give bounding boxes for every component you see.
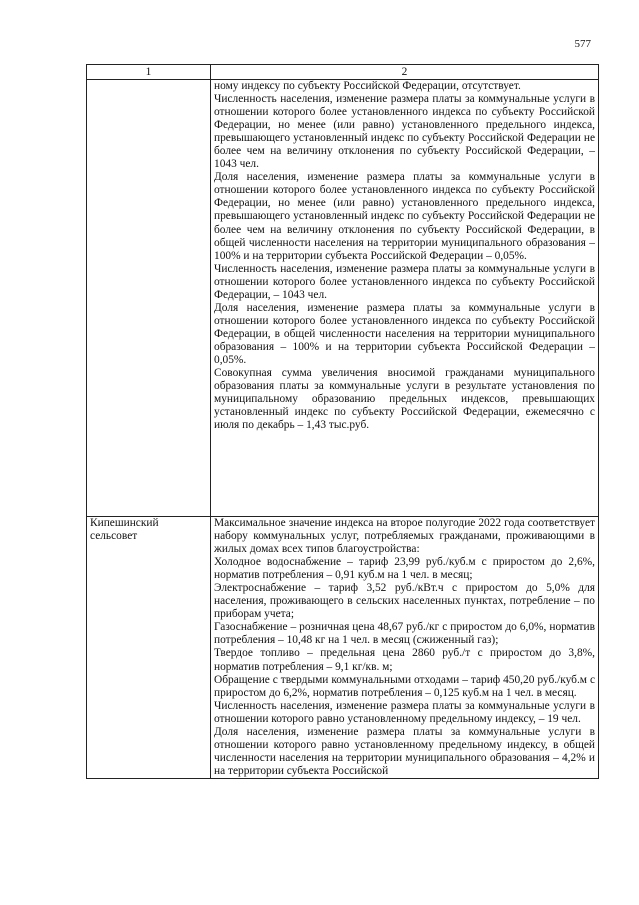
paragraph: Холодное водоснабжение – тариф 23,99 руб./куб.м с приростом до 2,6%, норматив потребления – 0,91 куб.м на 1 чел. в месяц; xyxy=(214,556,595,582)
paragraph: Газоснабжение – розничная цена 48,67 руб./кг с приростом до 6,0%, норматив потребления – 10,48 кг на 1 чел. в месяц (сжиженный газ); xyxy=(214,621,595,647)
paragraph: Максимальное значение индекса на второе полугодие 2022 года соответствует набору коммунальных услуг, потребляемых гражданами, проживающими в жилых домах всех типов благоустройства: xyxy=(214,517,595,556)
paragraph: Численность населения, изменение размера платы за коммунальные услуги в отношении которого более установленного индекса по субъекту Российской Федерации, но менее (или равно) установленного предельного индекса, превышающего установленный индекс по субъекту Российской Федерации не более чем на величину отклонения по субъекту Российской Федерации, – 1043 чел. xyxy=(214,93,595,171)
paragraph: ному индексу по субъекту Российской Федерации, отсутствует. xyxy=(214,80,521,92)
table-header-row xyxy=(87,65,599,80)
table-row xyxy=(87,517,599,779)
paragraph: Доля населения, изменение размера платы за коммунальные услуги в отношении которого более установленного индекса по субъекту Российской Федерации, но менее (или равно) установленного предельного индекса, превышающего установленный индекс по субъекту Российской Федерации не более чем на величину отклонения по субъекту Российской Федерации, в общей численности населения на территории муниципального образования – 100% и на территории субъекта Российской Федерации – 0,05%. xyxy=(214,171,595,262)
description-cell xyxy=(211,80,599,517)
municipality-cell xyxy=(87,80,211,517)
page-number: 577 xyxy=(574,38,591,50)
paragraph: Совокупная сумма увеличения вносимой гражданами муниципального образования платы за коммунальные услуги в результате установления по муниципальному образованию предельных индексов, превышающих установленный индекс по субъекту Российской Федерации, ежемесячно с июля по декабрь – 1,43 тыс.руб. xyxy=(214,367,595,432)
municipality-name: Кипешинский сельсовет xyxy=(90,517,159,543)
column-header-2: 2 xyxy=(211,65,599,80)
description-cell xyxy=(211,517,599,779)
paragraph: Доля населения, изменение размера платы за коммунальные услуги в отношении которого более установленного индекса по субъекту Российской Федерации, в общей численности населения на территории муниципального образования – 100% и на территории субъекта Российской Федерации – 0,05%. xyxy=(214,301,595,366)
table-row xyxy=(87,80,599,517)
paragraph: Обращение с твердыми коммунальными отходами – тариф 450,20 руб./куб.м с приростом до 6,2%, норматив потребления – 0,125 куб.м на 1 чел. в месяц. xyxy=(214,673,595,699)
paragraph: Численность населения, изменение размера платы за коммунальные услуги в отношении которого равно установленному предельному индексу, – 19 чел. xyxy=(214,699,595,725)
paragraph: Численность населения, изменение размера платы за коммунальные услуги в отношении которого более установленного индекса по субъекту Российской Федерации, – 1043 чел. xyxy=(214,262,595,301)
column-header-1: 1 xyxy=(87,65,211,80)
paragraph: Твердое топливо – предельная цена 2860 руб./т с приростом до 3,8%, норматив потребления – 9,1 кг/кв. м; xyxy=(214,647,595,673)
municipality-cell xyxy=(87,517,211,779)
paragraph: Доля населения, изменение размера платы за коммунальные услуги в отношении которого равно установленному предельному индексу, в общей численности населения на территории муниципального образования – 4,2% и на территории субъекта Российской xyxy=(214,725,595,777)
paragraph: Электроснабжение – тариф 3,52 руб./кВт.ч с приростом до 5,0% для населения, проживающего в сельских населенных пунктах, потребление – по приборам учета; xyxy=(214,582,595,621)
data-table xyxy=(86,64,599,779)
